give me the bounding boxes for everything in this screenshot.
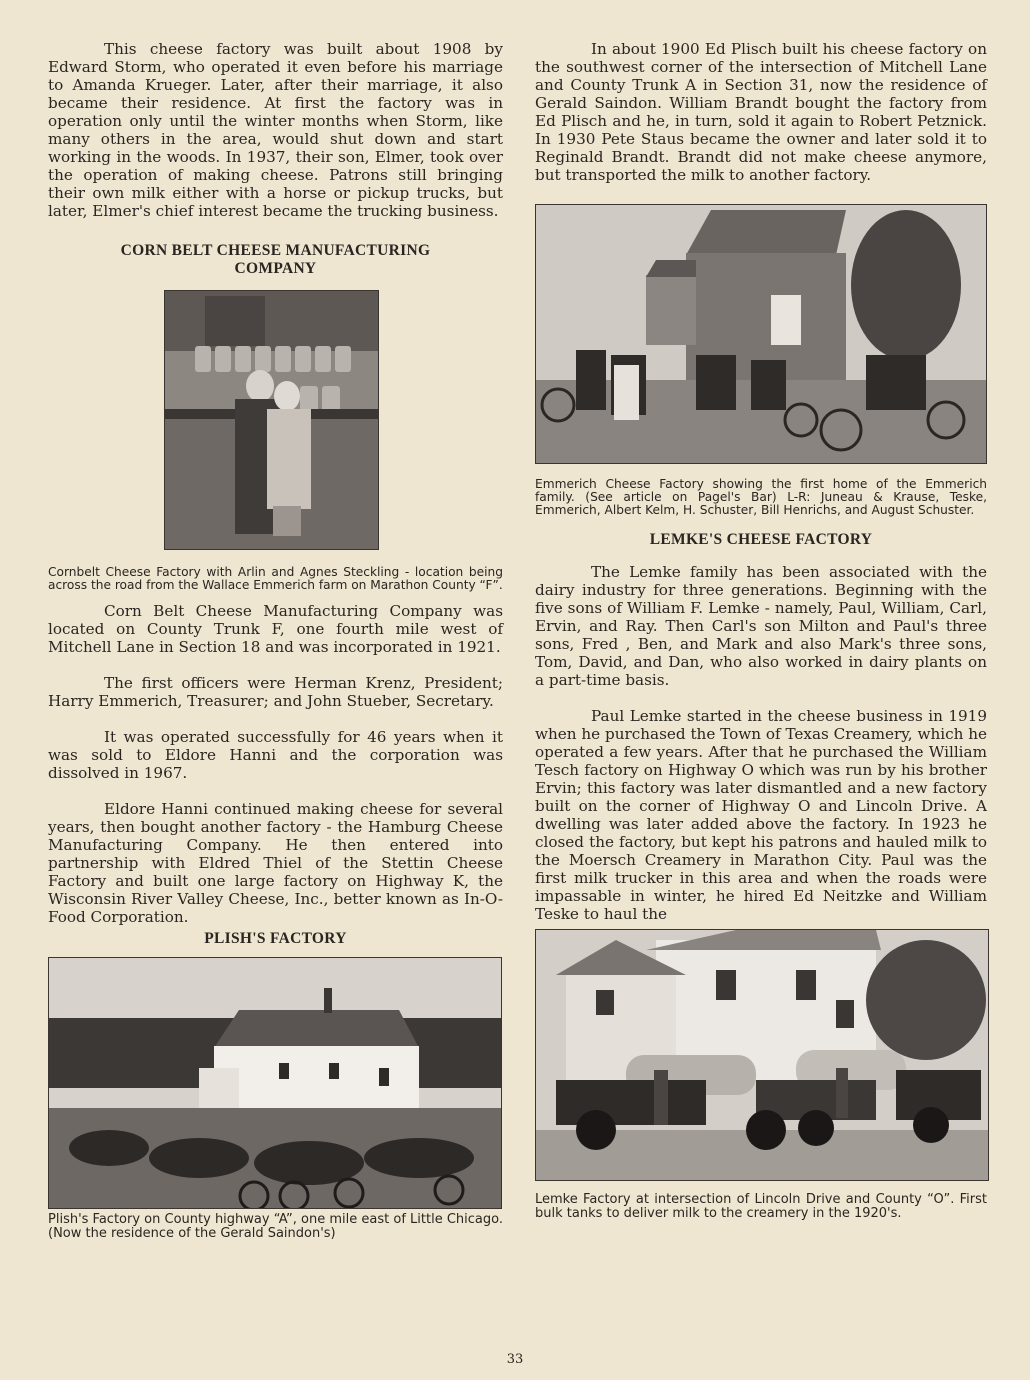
storm-paragraph: This cheese factory was built about 1908 by Edward Storm, who operated it even before his marriage to Amanda Krueger. Later, after their marriage, it also became their residence. At first the factory was in operation only until the winter months when Storm, like many others in the area, would shut down and start working in the woods. In 1937, their son, Elmer, took over the operation of making cheese. Patrons still bringing their own milk either with a horse or pickup trucks, but later, Elmer's chief interest became the trucking business.	[48, 40, 503, 220]
cornbelt-paragraph-1: Corn Belt Cheese Manufacturing Company was located on County Trunk F, one fourth mile west of Mitchell Lane in Section 18 and was incorporated in 1921.	[48, 602, 503, 656]
cornbelt-paragraph-2: The first officers were Herman Krenz, President; Harry Emmerich, Treasurer; and John Stueber, Secretary.	[48, 674, 503, 710]
lemke-paragraph-1: The Lemke family has been associated with the dairy industry for three generations. Beginning with the five sons of William F. Lemke - namely, Paul, William, Carl, Ervin, and Ray. Then Carl's son Milton and Paul's three sons, Fred , Ben, and Mark and also Mark's three sons, Tom, David, and Dan, who also worked in dairy plants on a part-time basis.	[535, 563, 987, 689]
lemke-heading: LEMKE'S CHEESE FACTORY	[649, 531, 873, 548]
cornbelt-caption: Cornbelt Cheese Factory with Arlin and Agnes Steckling - location being across the road from the Wallace Emmerich farm on Marathon County “F”.	[48, 565, 503, 592]
lemke-photo	[535, 929, 989, 1181]
left-column	[48, 40, 503, 1241]
page-number: 33	[506, 1352, 524, 1367]
lemke-caption: Lemke Factory at intersection of Lincoln Drive and County “O”. First bulk tanks to deliver milk to the creamery in the 1920's.	[535, 1192, 987, 1221]
cornbelt-heading-line2: COMPANY	[234, 260, 317, 277]
emmerich-photo	[535, 204, 987, 464]
plisch-paragraph: In about 1900 Ed Plisch built his cheese factory on the southwest corner of the intersection of Mitchell Lane and County Trunk A in Section 31, now the residence of Gerald Saindon. William Brandt bought the factory from Ed Plisch and he, in turn, sold it again to Robert Petznick. In 1930 Pete Staus became the owner and later sold it to Reginald Brandt. Brandt did not make cheese anymore, but transported the milk to another factory.	[535, 40, 987, 184]
cornbelt-heading-line1: CORN BELT CHEESE MANUFACTURING	[120, 242, 431, 259]
right-column	[535, 40, 987, 1221]
cornbelt-heading	[48, 242, 503, 278]
plish-photo	[48, 957, 502, 1209]
plish-caption: Plish's Factory on County highway “A”, one mile east of Little Chicago. (Now the residence of the Gerald Saindon's)	[48, 1212, 503, 1241]
cornbelt-paragraph-4: Eldore Hanni continued making cheese for several years, then bought another factory - the Hamburg Cheese Manufacturing Company. He then entered into partnership with Eldred Thiel of the Stettin Cheese Factory and built one large factory on Highway K, the Wisconsin River Valley Cheese, Inc., better known as In-O-Food Corporation.	[48, 800, 503, 926]
plish-heading: PLISH'S FACTORY	[204, 930, 347, 947]
cornbelt-photo	[164, 290, 379, 550]
lemke-paragraph-2: Paul Lemke started in the cheese business in 1919 when he purchased the Town of Texas Creamery, which he operated a few years. After that he purchased the William Tesch factory on Highway O which was run by his brother Ervin; this factory was later dismantled and a new factory built on the corner of Highway O and Lincoln Drive. A dwelling was later added above the factory. In 1923 he closed the factory, but kept his patrons and hauled milk to the Moersch Creamery in Marathon City. Paul was the first milk trucker in this area and when the roads were impassable in winter, he hired Ed Neitzke and William Teske to haul the	[535, 707, 987, 923]
cornbelt-paragraph-3: It was operated successfully for 46 years when it was sold to Eldore Hanni and the corporation was dissolved in 1967.	[48, 728, 503, 782]
emmerich-caption: Emmerich Cheese Factory showing the first home of the Emmerich family. (See article on Pagel's Bar) L-R: Juneau & Krause, Teske, Emmerich, Albert Kelm, H. Schuster, Bill Henrichs, and August Schuster.	[535, 477, 987, 517]
